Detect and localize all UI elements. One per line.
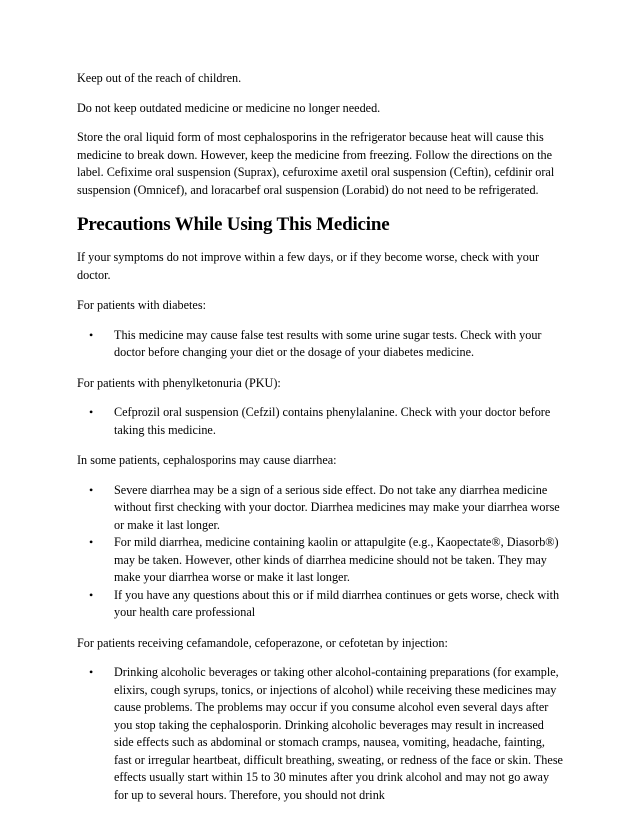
list-item: • Cefprozil oral suspension (Cefzil) contains phenylalanine. Check with your doctor before taking this medicine. — [77, 404, 563, 439]
list-item: • Drinking alcoholic beverages or taking other alcohol-containing preparations (for example, elixirs, cough syrups, tonics, or injections of alcohol) while receiving these medicines may cause problems. The problems may occur if you consume alcohol even several days after you stop taking the cephalosporin. Drinking alcoholic beverages may result in increased side effects such as abdominal or stomach cramps, nausea, vomiting, headache, fainting, fast or irregular heartbeat, difficult breathing, sweating, or redness of the face or skin. These effects usually start within 15 to 30 minutes after you drink alcohol and may not go away for up to several hours. Therefore, you should not drink — [77, 664, 563, 804]
storage-warning-outdated: Do not keep outdated medicine or medicine no longer needed. — [77, 100, 381, 115]
diarrhea-intro: In some patients, cephalosporins may cause diarrhea: — [77, 453, 337, 467]
list-item: • If you have any questions about this or if mild diarrhea continues or gets worse, check with your health care professional — [77, 587, 563, 622]
diarrhea-list — [77, 482, 563, 622]
list-item: • Severe diarrhea may be a sign of a serious side effect. Do not take any diarrhea medicine without first checking with your doctor. Diarrhea medicines may make your diarrhea worse or make it last longer. — [77, 482, 563, 535]
pku-intro: For patients with phenylketonuria (PKU): — [77, 375, 281, 390]
storage-instructions: Store the oral liquid form of most cephalosporins in the refrigerator because heat will cause this medicine to break down. However, keep the medicine from freezing. Follow the directions on the label. Cefixime oral suspension (Suprax), cefuroxime axetil oral suspension (Ceftin), cefdinir oral suspension (Omnicef), and loracarbef oral suspension (Lorabid) do not need to be refrigerated. — [77, 130, 555, 197]
injection-intro: For patients receiving cefamandole, cefoperazone, or cefotetan by injection: — [77, 635, 448, 650]
list-item: • This medicine may cause false test results with some urine sugar tests. Check with your doctor before changing your diet or the dosage of your diabetes medicine. — [77, 327, 563, 362]
pku-list — [77, 404, 563, 439]
document-page — [77, 70, 563, 804]
storage-warning-children: Keep out of the reach of children. — [77, 71, 242, 85]
symptoms-paragraph: If your symptoms do not improve within a few days, or if they become worse, check with your doctor. — [77, 250, 540, 282]
diabetes-intro: For patients with diabetes: — [77, 298, 206, 312]
injection-list — [77, 664, 563, 804]
section-heading: Precautions While Using This Medicine — [77, 214, 390, 235]
list-item: • For mild diarrhea, medicine containing kaolin or attapulgite (e.g., Kaopectate®, Diasorb®) may be taken. However, other kinds of diarrhea medicine should not be taken. They may make your diarrhea worse or make it last longer. — [77, 534, 563, 587]
diabetes-list — [77, 327, 563, 362]
